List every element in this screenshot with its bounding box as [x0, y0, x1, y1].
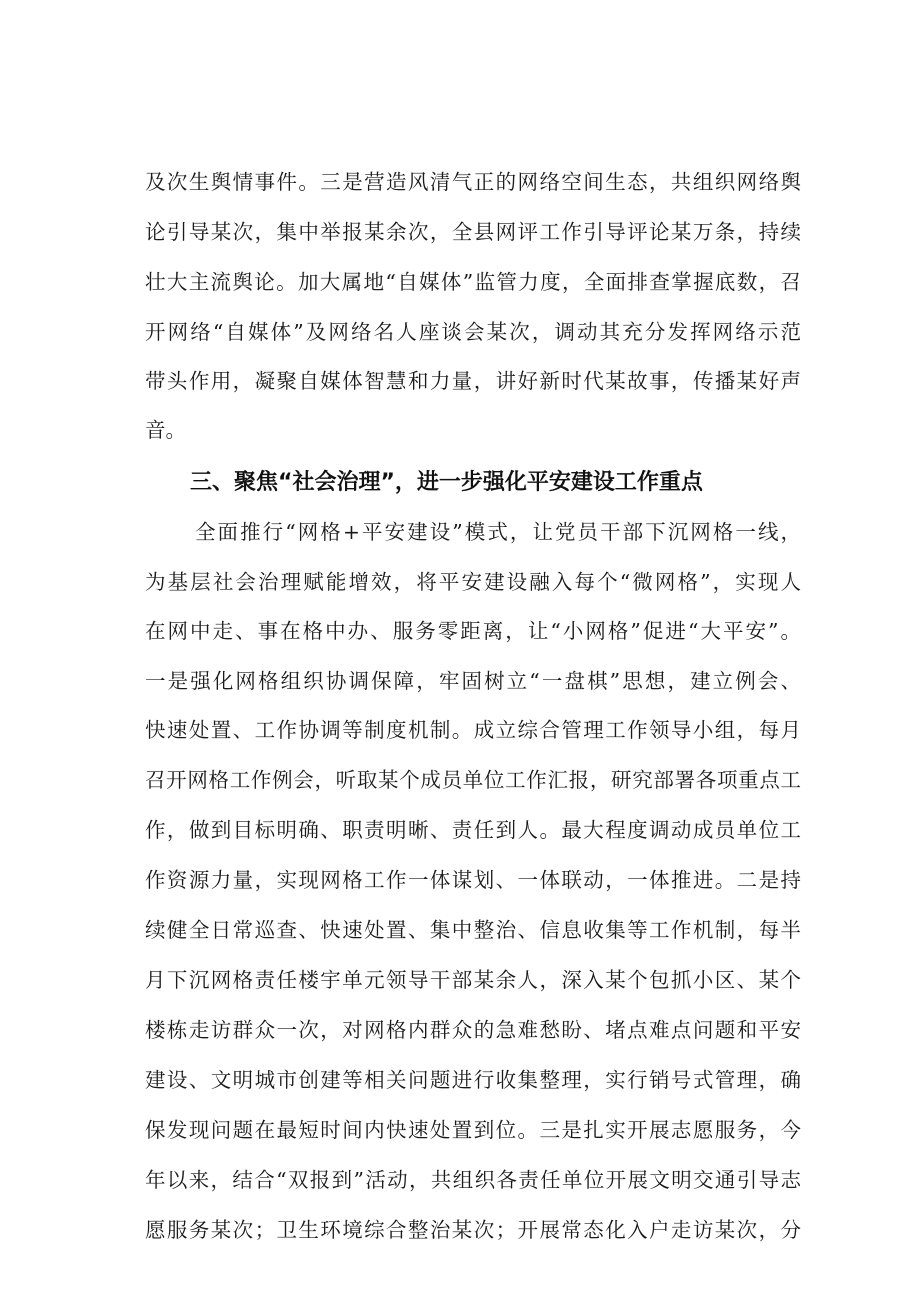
body-text-line: 楼栋走访群众一次，对网格内群众的急难愁盼、堵点难点问题和平安 — [145, 1018, 801, 1042]
body-text-line: 一是强化网格组织协调保障，牢固树立“一盘棋”思想，建立例会、 — [145, 669, 801, 693]
body-text-line: 保发现问题在最短时间内快速处置到位。三是扎实开展志愿服务，今 — [145, 1118, 801, 1142]
body-text-line: 全面推行“网格+平安建设”模式，让党员干部下沉网格一线， — [195, 520, 801, 544]
body-text-line: 及次生舆情事件。三是营造风清气正的网络空间生态，共组织网络舆 — [145, 170, 801, 194]
body-text-line: 在网中走、事在格中办、服务零距离，让“小网格”促进“大平安”。 — [145, 619, 801, 643]
body-text-line: 音。 — [145, 418, 186, 442]
body-text-line: 年以来，结合“双报到”活动，共组织各责任单位开展文明交通引导志 — [145, 1168, 801, 1192]
body-text-line: 论引导某次，集中举报某余次，全县网评工作引导评论某万条，持续 — [145, 220, 801, 244]
body-text-line: 开网络“自媒体”及网络名人座谈会某次，调动其充分发挥网络示范 — [145, 320, 801, 344]
body-text-line: 作资源力量，实现网格工作一体谋划、一体联动，一体推进。二是持 — [145, 868, 801, 892]
body-text-line: 快速处置、工作协调等制度机制。成立综合管理工作领导小组，每月 — [145, 718, 801, 742]
body-text-line: 壮大主流舆论。加大属地“自媒体”监管力度，全面排查掌握底数，召 — [145, 270, 801, 294]
body-text-line: 建设、文明城市创建等相关问题进行收集整理，实行销号式管理，确 — [145, 1068, 801, 1092]
body-text-line: 带头作用，凝聚自媒体智慧和力量，讲好新时代某故事，传播某好声 — [145, 369, 801, 393]
body-text-line: 为基层社会治理赋能增效，将平安建设融入每个“微网格”，实现人 — [145, 570, 801, 594]
body-text-line: 月下沉网格责任楼宇单元领导干部某余人，深入某个包抓小区、某个 — [145, 968, 801, 992]
section-heading: 三、聚焦“社会治理”，进一步强化平安建设工作重点 — [190, 470, 703, 495]
body-text-line: 召开网格工作例会，听取某个成员单位工作汇报，研究部署各项重点工 — [145, 768, 801, 792]
body-text-line: 愿服务某次；卫生环境综合整治某次；开展常态化入户走访某次，分 — [145, 1218, 801, 1242]
body-text-line: 续健全日常巡查、快速处置、集中整治、信息收集等工作机制，每半 — [145, 918, 801, 942]
body-text-line: 作，做到目标明确、职责明晰、责任到人。最大程度调动成员单位工 — [145, 818, 801, 842]
